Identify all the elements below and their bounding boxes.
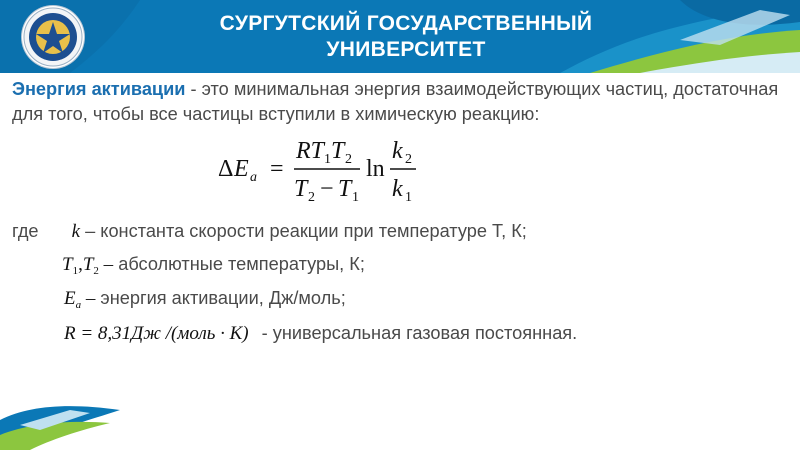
formula-e-sub: a — [250, 170, 257, 185]
t-description: абсолютные температуры, К; — [118, 254, 365, 274]
k-description: – константа скорости реакции при температуре Т, К; — [85, 221, 527, 241]
activation-energy-formula — [214, 128, 454, 210]
numerator-sub1: 1 — [324, 152, 331, 167]
ratio-k1-sub: 1 — [405, 190, 412, 205]
r-description: - универсальная газовая постоянная. — [261, 323, 578, 343]
denominator-t1: T — [338, 176, 352, 202]
legend-row-temperatures — [62, 253, 365, 282]
page-title — [196, 11, 616, 63]
formula-ln: ln — [366, 156, 385, 182]
e-description: энергия активации, Дж/моль; — [100, 288, 346, 308]
footer-wave-decoration — [0, 395, 140, 450]
ratio-k1: k — [392, 176, 403, 202]
formula-e: E — [234, 156, 249, 182]
where-label: где — [12, 221, 39, 241]
defined-term: Энергия активации — [12, 79, 186, 99]
title-line-1: СУРГУТСКИЙ ГОСУДАРСТВЕННЫЙ — [219, 12, 593, 35]
legend-row-k — [12, 220, 527, 243]
k-symbol: k — [71, 221, 81, 242]
title-line-2: УНИВЕРСИТЕТ — [326, 38, 486, 61]
header-banner — [0, 0, 800, 73]
numerator-sub2: 2 — [345, 152, 352, 167]
e-symbol: $E_a$ – — [64, 288, 96, 311]
denominator-sub1: 1 — [352, 190, 359, 205]
t-symbols: $T_1,T_2$ – — [62, 254, 114, 277]
legend-row-gas-constant — [64, 322, 577, 345]
ratio-k2-sub: 2 — [405, 152, 412, 167]
university-logo — [22, 6, 84, 68]
formula-delta: Δ — [218, 156, 234, 182]
r-formula: R = 8,31Дж /(моль · К) — [64, 323, 249, 344]
numerator-t2: T — [331, 138, 345, 164]
formula-equals: = — [270, 156, 284, 182]
numerator-rt: RT — [296, 138, 325, 164]
definition-text: - это минимальная энергия взаимодействующих частиц, достаточная для того, чтобы все частицы вступили в химическую реакцию: — [12, 79, 779, 124]
ratio-k2: k — [392, 138, 403, 164]
denominator-t2: T — [294, 176, 308, 202]
denominator-sub2: 2 — [308, 190, 315, 205]
definition-paragraph — [12, 77, 792, 127]
denominator-minus: − — [320, 176, 334, 202]
legend-row-energy — [64, 287, 346, 316]
